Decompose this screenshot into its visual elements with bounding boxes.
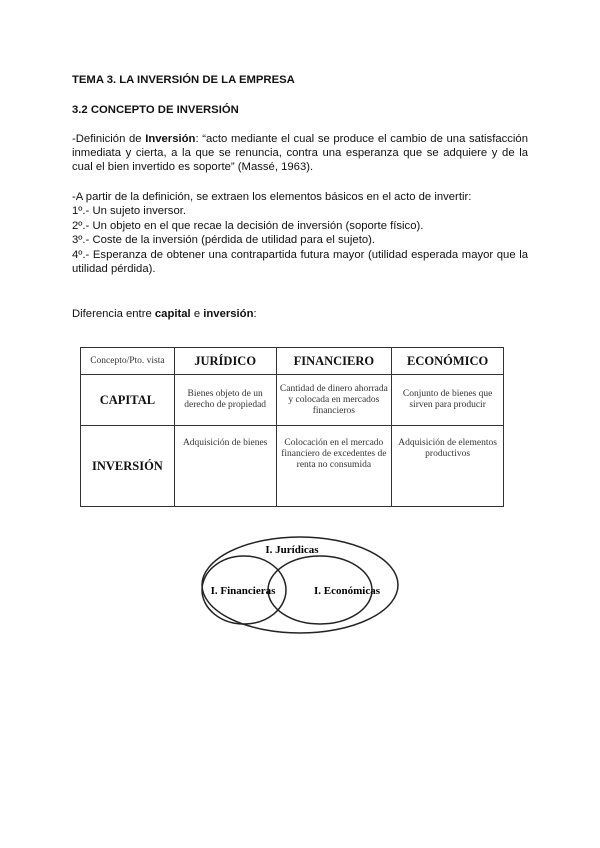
table-cell: Adquisición de elementos productivos <box>392 426 504 507</box>
table-row-inversion <box>81 426 504 507</box>
page-title: TEMA 3. LA INVERSIÓN DE LA EMPRESA <box>72 74 295 86</box>
column-header-financiero: FINANCIERO <box>276 348 392 375</box>
row-header-capital: CAPITAL <box>81 375 175 426</box>
table-cell: Conjunto de bienes que sirven para producir <box>392 375 504 426</box>
definition-prefix: -Definición de <box>72 133 146 145</box>
row-header-inversion: INVERSIÓN <box>81 426 175 507</box>
definition-text: : “acto mediante el cual se produce el cambio de una satisfacción inmediata y cierta, a la que se renuncia, contra una esperanza que se adquiere y de la cual el bien invertido es soporte” (Massé, 1963). <box>72 133 529 173</box>
difference-prefix: Diferencia entre <box>72 308 155 320</box>
table-row-capital <box>81 375 504 426</box>
column-header-economico: ECONÓMICO <box>392 348 504 375</box>
venn-label-financieras: I. Financieras <box>210 585 276 597</box>
table-header-row <box>81 348 504 375</box>
elements-intro: -A partir de la definición, se extraen los elementos básicos en el acto de invertir: <box>72 191 472 203</box>
table-cell: Colocación en el mercado financiero de excedentes de renta no consumida <box>276 426 392 507</box>
element-item-2: 2º.- Un objeto en el que recae la decisión de inversión (soporte físico). <box>72 220 424 232</box>
difference-line <box>72 307 257 321</box>
difference-term-capital: capital <box>154 308 191 320</box>
venn-label-economicas: I. Económicas <box>314 585 380 597</box>
comparison-table <box>80 347 504 507</box>
difference-middle: e <box>190 308 204 320</box>
definition-term: Inversión <box>145 133 196 145</box>
table-corner-cell: Concepto/Pto. vista <box>81 348 175 375</box>
column-header-juridico: JURÍDICO <box>174 348 276 375</box>
venn-diagram <box>200 535 400 635</box>
table-cell: Bienes objeto de un derecho de propiedad <box>174 375 276 426</box>
definition-paragraph <box>72 132 528 174</box>
venn-label-juridicas: I. Jurídicas <box>265 544 319 556</box>
element-item-3: 3º.- Coste de la inversión (pérdida de utilidad para el sujeto). <box>72 234 376 246</box>
difference-term-inversion: inversión <box>203 308 254 320</box>
table-cell: Cantidad de dinero ahorrada y colocada en mercados financieros <box>276 375 392 426</box>
difference-suffix: : <box>253 308 257 320</box>
table-cell: Adquisición de bienes <box>174 426 276 507</box>
section-title: 3.2 CONCEPTO DE INVERSIÓN <box>72 104 239 116</box>
element-item-4: 4º.- Esperanza de obtener una contrapartida futura mayor (utilidad esperada mayor que la utilidad pérdida). <box>72 249 528 275</box>
element-item-1: 1º.- Un sujeto inversor. <box>72 205 187 217</box>
